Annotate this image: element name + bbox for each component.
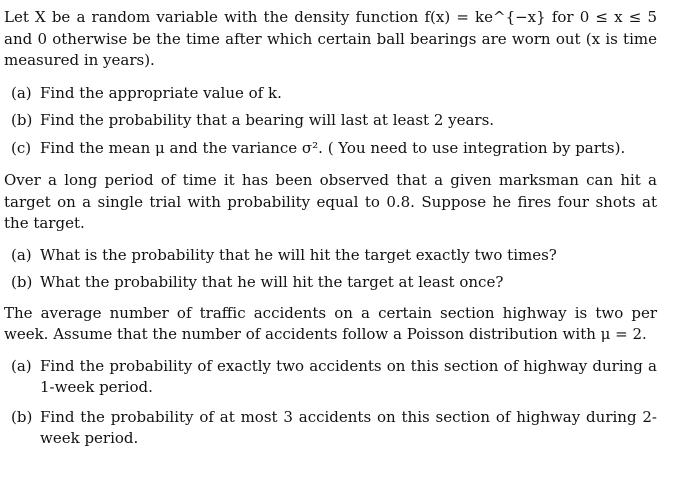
part-label: (a) [11, 245, 32, 264]
part-label: (b) [11, 407, 33, 426]
part-text: What is the probability that he will hit the target exactly two times? [40, 245, 557, 264]
problem1-part-b [4, 110, 657, 132]
part-label: (a) [11, 356, 32, 375]
problem3-parts [4, 356, 657, 450]
part-text: Find the probability of exactly two accidents on this section of highway during a 1-week period. [40, 356, 657, 396]
part-text: Find the probability of at most 3 accidents on this section of highway during 2-week period. [40, 407, 657, 447]
problem2-part-b [4, 272, 657, 294]
problem3-part-b [4, 407, 657, 450]
problem2-parts [4, 245, 657, 294]
problem1-intro: Let X be a random variable with the density function f(x) = ke^{−x} for 0 ≤ x ≤ 5 and 0 otherwise be the time after which certain ball bearings are worn out (x is time measured in years). [4, 8, 657, 69]
part-text: What the probability that he will hit the target at least once? [40, 273, 504, 291]
part-text: Find the mean μ and the variance σ². ( You need to use integration by parts). [40, 138, 626, 157]
part-text: Find the appropriate value of k. [40, 83, 282, 102]
problem2-part-a [4, 245, 657, 267]
problem1-parts [4, 83, 657, 160]
part-label: (b) [11, 273, 33, 291]
problem1-part-a [4, 83, 657, 105]
part-label: (c) [11, 138, 32, 157]
problem1-part-c [4, 138, 657, 160]
part-label: (a) [11, 83, 32, 102]
problem3-intro: The average number of traffic accidents on a certain section highway is two per week. Assume that the number of accidents follow a Poisson distribution with μ = 2. [4, 303, 657, 343]
part-text: Find the probability that a bearing will last at least 2 years. [40, 111, 495, 129]
problem2-intro: Over a long period of time it has been observed that a given marksman can hit a target on a single trial with probability equal to 0.8. Suppose he fires four shots at the target. [4, 171, 657, 232]
part-label: (b) [11, 111, 33, 129]
problem3-part-a [4, 356, 657, 399]
